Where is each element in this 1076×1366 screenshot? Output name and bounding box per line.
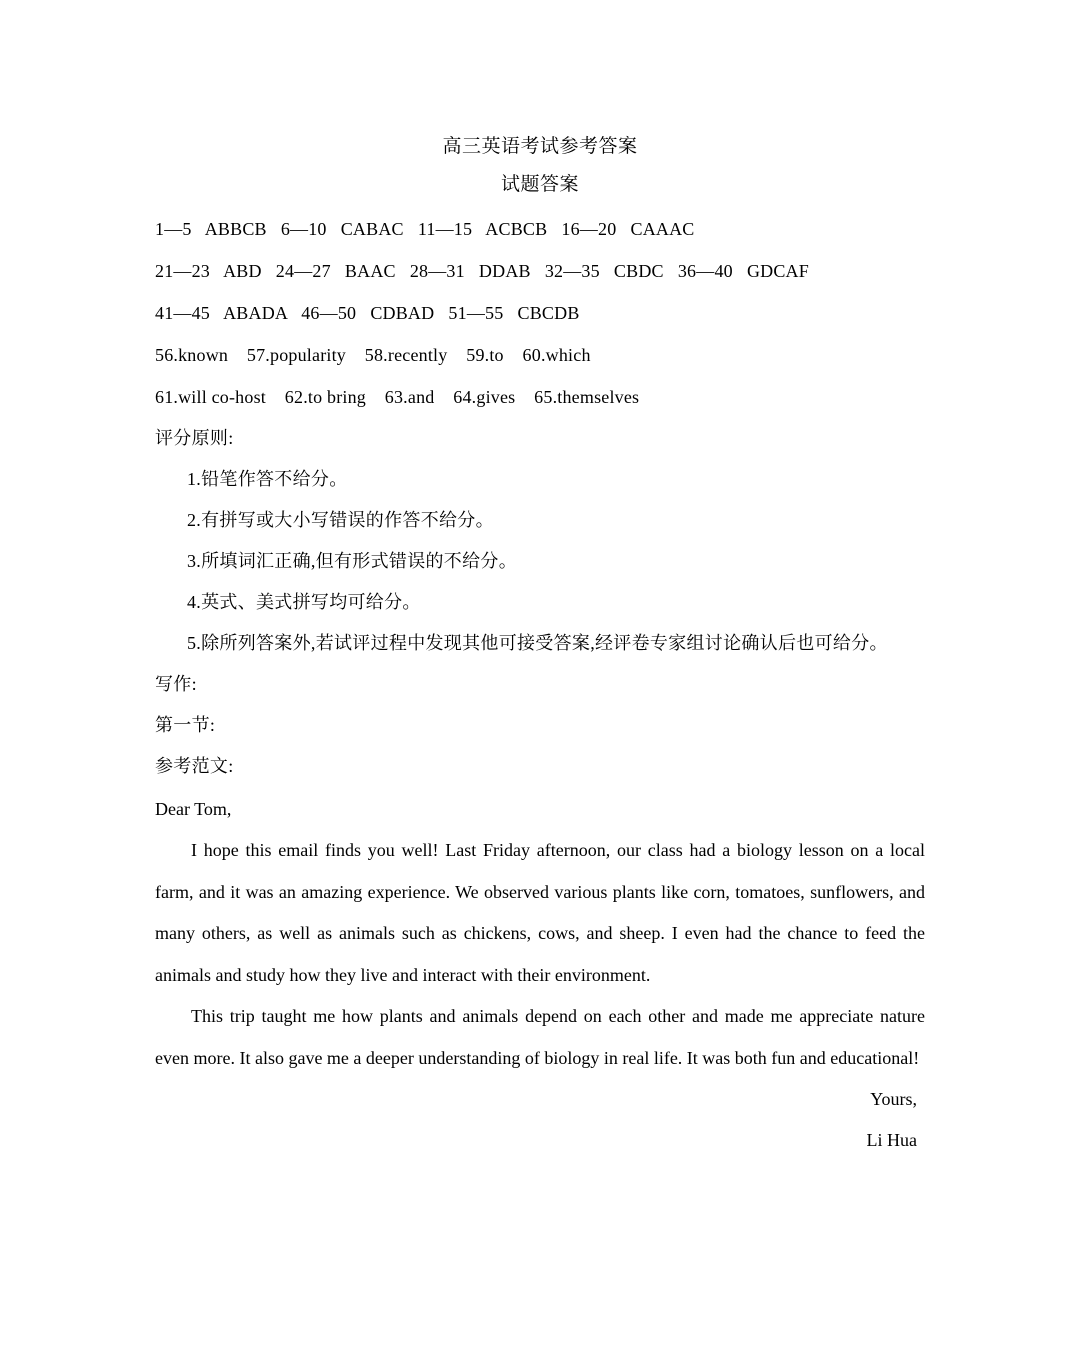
letter-salutation: Dear Tom, xyxy=(155,799,232,819)
scoring-rule-item: 5.除所列答案外,若试评过程中发现其他可接受答案,经评卷专家组讨论确认后也可给分。 xyxy=(187,633,888,653)
answer-line: 1—5 ABBCB 6—10 CABAC 11—15 ACBCB 16—20 CAAAC xyxy=(155,219,695,239)
page-title: 高三英语考试参考答案 xyxy=(442,136,638,157)
letter-signature: Li Hua xyxy=(866,1130,917,1150)
scoring-rule-item: 2.有拼写或大小写错误的作答不给分。 xyxy=(187,510,494,530)
sample-essay-label: 参考范文: xyxy=(155,756,234,776)
answer-line: 61.will co-host 62.to bring 63.and 64.gives 65.themselves xyxy=(155,387,640,407)
page-subtitle: 试题答案 xyxy=(500,174,579,195)
section-one-label: 第一节: xyxy=(155,715,216,735)
answer-line: 41—45 ABADA 46—50 CDBAD 51—55 CBCDB xyxy=(155,303,580,323)
scoring-rule-item: 4.英式、美式拼写均可给分。 xyxy=(187,592,421,612)
document-content xyxy=(155,130,925,1161)
letter-paragraph: I hope this email finds you well! Last Friday afternoon, our class had a biology lesson on a local farm, and it was an amazing experience. We observed various plants like corn, tomatoes, sunflowers, and many others, as well as animals such as chickens, cows, and sheep. I even had the chance to feed the animals and study how they live and interact with their environment. xyxy=(155,840,925,985)
scoring-rule-item: 3.所填词汇正确,但有形式错误的不给分。 xyxy=(187,551,517,571)
writing-label: 写作: xyxy=(155,674,197,694)
answer-line: 21—23 ABD 24—27 BAAC 28—31 DDAB 32—35 CBDC 36—40 GDCAF xyxy=(155,261,809,281)
answer-line: 56.known 57.popularity 58.recently 59.to 60.which xyxy=(155,345,591,365)
scoring-rule-item: 1.铅笔作答不给分。 xyxy=(187,469,348,489)
scoring-principles-label: 评分原则: xyxy=(155,428,234,448)
letter-paragraph: This trip taught me how plants and animals depend on each other and made me appreciate nature even more. It also gave me a deeper understanding of biology in real life. It was both fun and educational! xyxy=(155,1006,925,1068)
letter-sign-off: Yours, xyxy=(870,1089,917,1109)
